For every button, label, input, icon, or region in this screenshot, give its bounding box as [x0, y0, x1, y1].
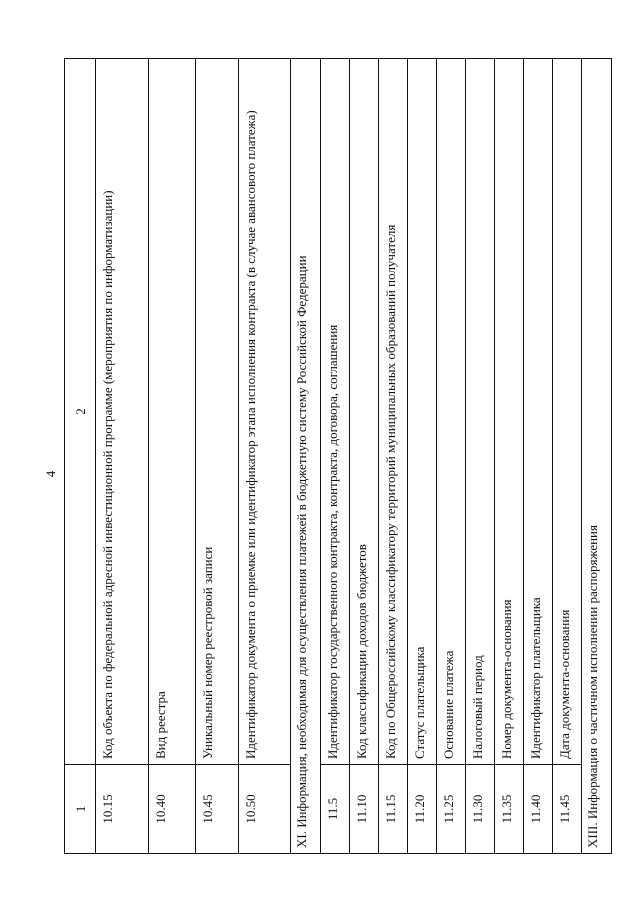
table-row [350, 59, 379, 854]
row-code: 10.50 [239, 765, 291, 854]
row-text: Идентификатор документа о приемке или идентификатор этапа исполнения контракта (в случае авансового платежа) [239, 59, 291, 765]
table-row [149, 59, 196, 854]
table-row [437, 59, 466, 854]
table-header-row [65, 59, 96, 854]
row-code: 11.45 [553, 765, 582, 854]
row-code: 11.25 [437, 765, 466, 854]
table-row [466, 59, 495, 854]
row-text: Налоговый период [466, 59, 495, 765]
header-col-2: 2 [65, 59, 96, 765]
row-text: Основание платежа [437, 59, 466, 765]
row-text: Код классификации доходов бюджетов [350, 59, 379, 765]
table-row [96, 59, 149, 854]
section-row [582, 59, 612, 854]
table-row [495, 59, 524, 854]
row-code: 11.15 [379, 765, 408, 854]
table-row [524, 59, 553, 854]
document-table [64, 58, 612, 854]
row-text: Идентификатор государственного контракта, контракта, договора, соглашения [321, 59, 350, 765]
row-text: Вид реестра [149, 59, 196, 765]
row-text: Код объекта по федеральной адресной инвестиционной программе (мероприятия по информатизации) [96, 59, 149, 765]
row-code: 11.40 [524, 765, 553, 854]
table-row [408, 59, 437, 854]
table-row [196, 59, 239, 854]
header-col-1: 1 [65, 765, 96, 854]
row-text: Уникальный номер реестровой записи [196, 59, 239, 765]
row-code: 11.20 [408, 765, 437, 854]
row-code: 11.10 [350, 765, 379, 854]
section-heading: XI. Информация, необходимая для осуществления платежей в бюджетную систему Российской Федерации [291, 59, 321, 854]
table-row [379, 59, 408, 854]
row-code: 10.15 [96, 765, 149, 854]
row-code: 11.30 [466, 765, 495, 854]
page-number: 4 [43, 470, 58, 478]
table-row [321, 59, 350, 854]
row-text: Номер документа-основания [495, 59, 524, 765]
row-code: 10.40 [149, 765, 196, 854]
table-row [239, 59, 291, 854]
row-text: Код по Общероссийскому классификатору территорий муниципальных образований получателя [379, 59, 408, 765]
row-text: Идентификатор плательщика [524, 59, 553, 765]
rotated-table-wrapper [64, 59, 600, 854]
section-row [291, 59, 321, 854]
section-heading: XIII. Информация о частичном исполнении распоряжения [582, 59, 612, 854]
row-code: 11.35 [495, 765, 524, 854]
row-code: 11.5 [321, 765, 350, 854]
row-text: Статус плательщика [408, 59, 437, 765]
table-row [553, 59, 582, 854]
row-code: 10.45 [196, 765, 239, 854]
row-text: Дата документа-основания [553, 59, 582, 765]
